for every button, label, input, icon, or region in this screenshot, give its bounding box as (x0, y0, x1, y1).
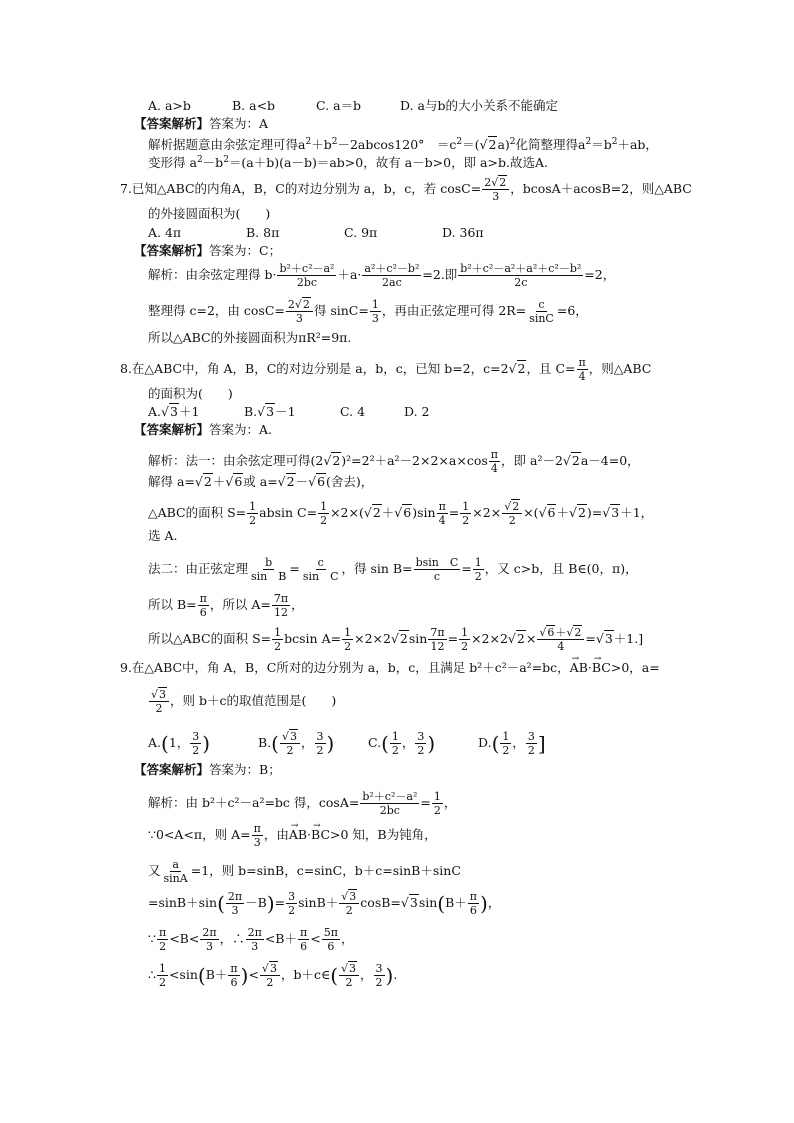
q8-method2-line3: 所以△ABC的面积 S= $\frac{1}{2}$ bcsin A= $\frac{1}{2}$ ×2×2√2sin $\frac{7\pi}{12}$ = $\frac{1}{2}$ ×2×2√2× $\frac{√6+√2}{4}$ =√3＋1.] (148, 626, 644, 653)
q8-method1-line4: 选 A. (148, 528, 178, 543)
q8-stem-line2: 的面积为( ) (148, 386, 233, 401)
q9-stem-line1: 9.在△ABC中，角 A，B，C所对的边分别为 a，b，c，且满足 b²＋c²－a²=bc，→ AB·→ BC>0，a= (120, 660, 660, 676)
q8-method1-line1: 解析：法一：由余弦定理可得(2√2)²=2²＋a²－2×2×a×cos $\frac{\pi}{4}$ ，即 a²－2√2a－4=0， (148, 448, 640, 475)
q7-stem-line1: 7.已知△ABC的内角A，B，C的对边分别为 a，b，c，若 cosC= $\frac{2√2}{3}$ ，bcosA＋acosB=2，则△ABC (120, 176, 692, 203)
q9-options: A.(1， $\frac{3}{2}$ ) B.( $\frac{√3}{2}$ ， $\frac{3}{2}$ ) C.( $\frac{1}{2}$ ， $\frac{3}{2}$ ) D.( $\frac{1}{2}$ ， $\frac{3}{2}$ ] (148, 730, 546, 757)
q7-answer: 【答案解析】答案为：C； (134, 243, 282, 258)
q9-solution-line4: =sinB＋sin( $\frac{2\pi}{3}$ －B)= $\frac{3}{2}$ sinB＋ $\frac{√3}{2}$ cosB=√3sin(B＋ $\frac{\pi}{6}$ )， (148, 890, 501, 917)
q6-solution-line2: 变形得 $a^2-b^2=(a+b)(a-b)=ab>0$，故有 a－b>0，即 a>b.故选A. (148, 155, 548, 170)
q8-method1-line3: △ABC的面积 S= $\frac{1}{2}$ absin C= $\frac{1}{2}$ ×2×(√2＋√6)sin $\frac{\pi}{4}$ = $\frac{1}{2}$ ×2× $\frac{√2}{2}$ ×(√6＋√2)=√3＋1， (148, 500, 654, 527)
q9-solution-line1: 解析：由 b²＋c²－a²=bc 得，cosA= $\frac{\text{b²＋c²－a²}}{2bc}$ = $\frac{1}{2}$ ， (148, 790, 457, 817)
q6-answer: 【答案解析】答案为：A (134, 116, 269, 131)
q8-method2-line1: 法二：由正弦定理 $\frac{b}{\text{sin B}}$ = $\frac{c}{\text{sin C}}$ ，得 sin B= $\frac{\text{bsin C}}{c}$ = $\frac{1}{2}$ ，又 c>b，且 B∈(0，π)， (148, 556, 638, 583)
q9-solution-line6: ∴ $\frac{1}{2}$ <sin(B＋ $\frac{\pi}{6}$ )< $\frac{√3}{2}$ ，b＋c∈( $\frac{√3}{2}$ ， $\frac{3}{2}$ ). (148, 962, 398, 989)
q7-options: A. 4π B. 8π C. 9π D. 36π (148, 225, 484, 240)
q9-solution-line2: ∵0<A<π，则 A= $\frac{\pi}{3}$ ，由→ AB·→ BC>0 知，B为钝角， (148, 822, 437, 849)
q7-stem-line2: 的外接圆面积为( ) (148, 206, 271, 221)
q8-options: A.√3＋1 B.√3－1 C. 4 D. 2 (148, 404, 430, 419)
q6-options: A. a>b B. a<b C. a＝b D. a与b的大小关系不能确定 (148, 98, 558, 113)
q6-solution-line1: 解析据题意由余弦定理可得$a^2+b^2-2abcos120^\circ$ $=c^2=(√2a)^2$化简整理得$a^2=b^2+ab$， (148, 137, 658, 152)
q8-method1-line2: 解得 a=√2＋√6或 a=√2－√6(舍去)， (148, 474, 374, 489)
q9-solution-line3: 又 $\frac{a}{\sin A}$ =1，则 b=sinB，c=sinC，b＋c=sinB＋sinC (148, 858, 461, 885)
q7-solution-line3: 所以△ABC的外接圆面积为πR²=9π. (148, 330, 352, 345)
q7-solution-line2: 整理得 c=2，由 cosC= $\frac{2√2}{3}$ 得 sinC= $\frac{1}{3}$ ，再由正弦定理可得 2R= $\frac{c}{\sin C}$ =6， (148, 298, 588, 325)
q9-solution-line5: ∵ $\frac{\pi}{2}$ <B< $\frac{2\pi}{3}$ ，∴ $\frac{2\pi}{3}$ <B＋ $\frac{\pi}{6}$ < $\frac{5\pi}{6}$ ， (148, 926, 354, 953)
q9-answer: 【答案解析】答案为：B； (134, 762, 281, 777)
q9-stem-line2: $\frac{√3}{2}$ ，则 b＋c的取值范围是( ) (151, 688, 337, 715)
q8-stem-line1: 8.在△ABC中，角 A，B，C的对边分别是 a，b，c，已知 b=2，c=2√2，且 C= $\frac{\pi}{4}$ ，则△ABC (120, 356, 652, 383)
q8-method2-line2: 所以 B= $\frac{\pi}{6}$ ，所以 A= $\frac{7\pi}{12}$ ， (148, 592, 304, 619)
q8-answer: 【答案解析】答案为：A. (134, 422, 273, 437)
q7-solution-line1: 解析：由余弦定理得 b· $\frac{\text{b²＋c²－a²}}{2bc}$ ＋a· $\frac{\text{a²＋c²－b²}}{2ac}$ =2.即 $\frac{\text{b²＋c²－a²＋a²＋c²－b²}}{2c}$ =2， (148, 262, 616, 289)
